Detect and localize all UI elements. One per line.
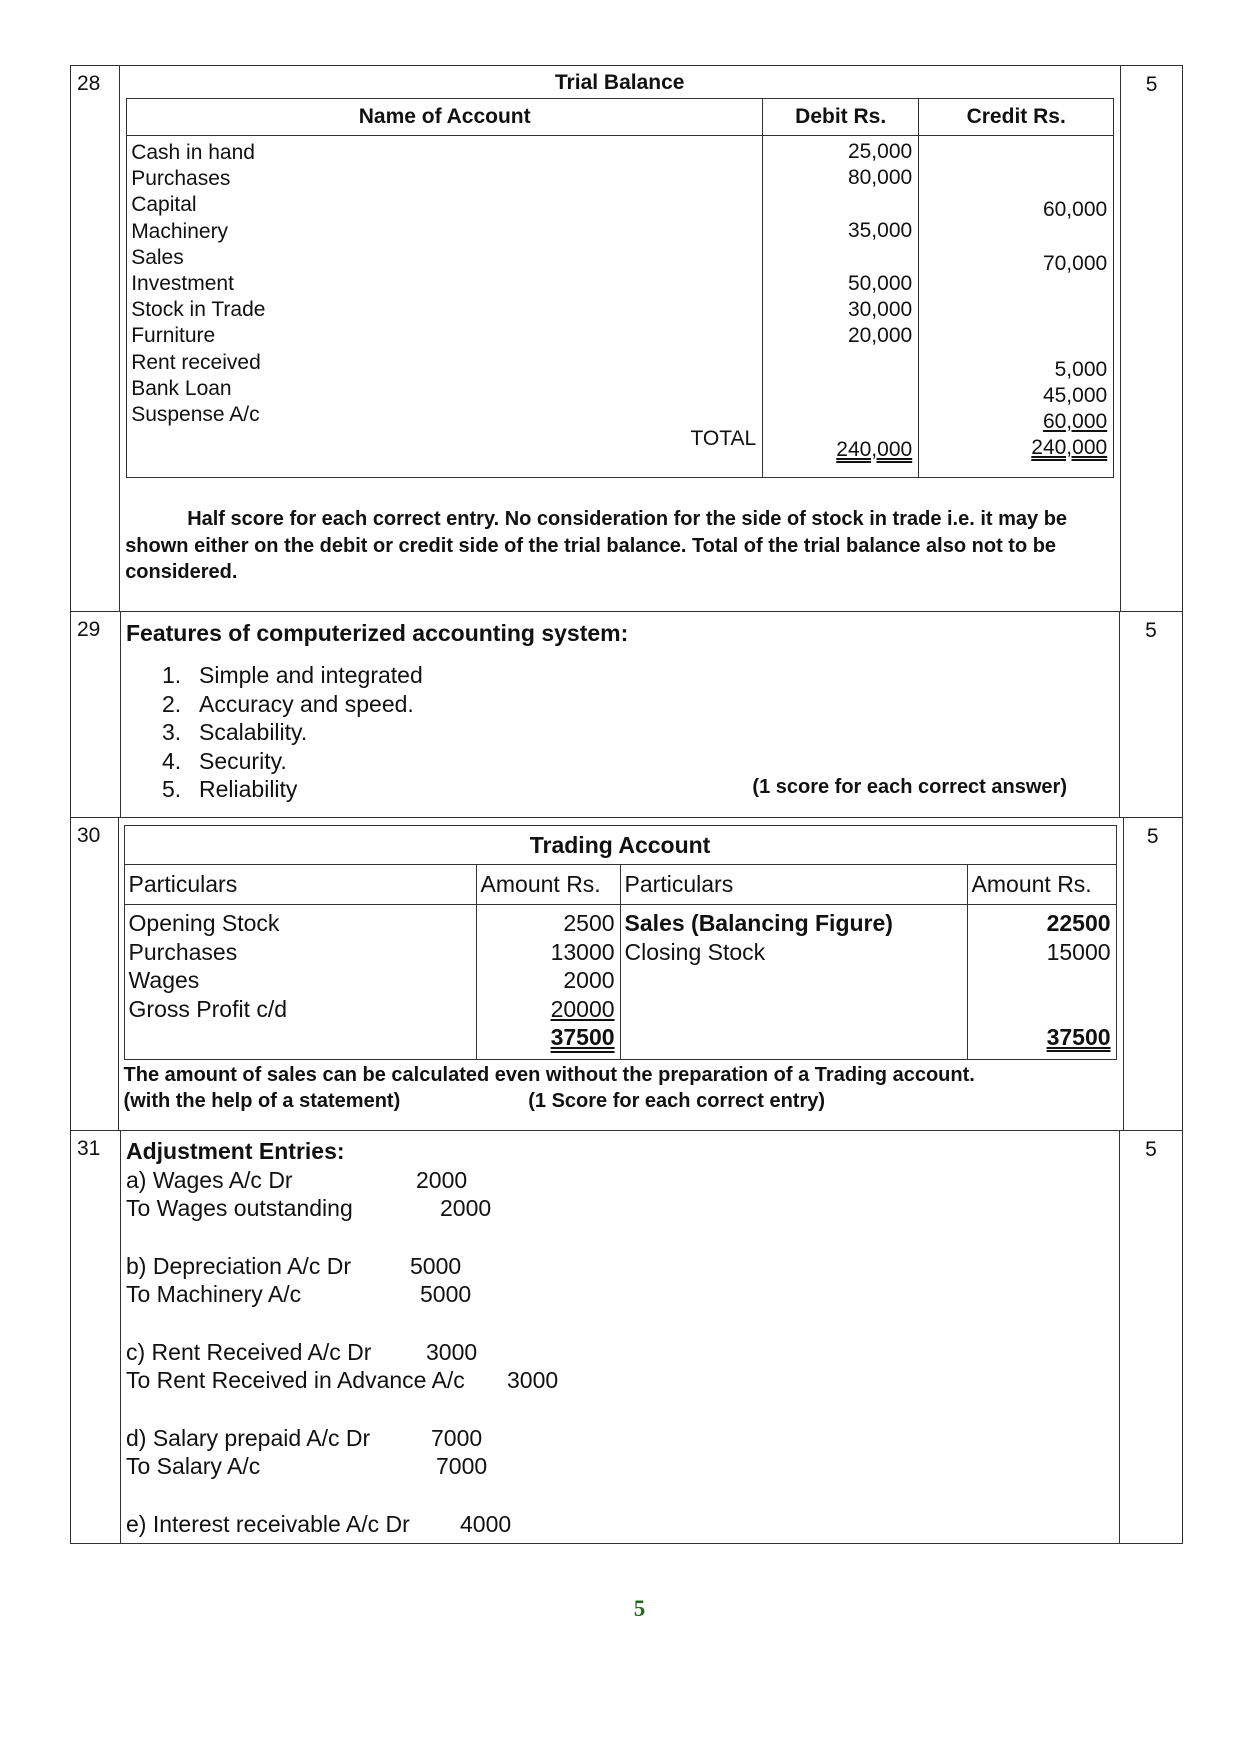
account-name: Bank Loan [131,376,232,400]
total-label: TOTAL [690,427,757,450]
debit-column [763,136,919,477]
header-amount-dr: Amount Rs. [477,865,621,904]
spacer [126,1309,1113,1338]
question-29-row [71,612,1182,818]
trading-account-title: Trading Account [125,826,1116,865]
list-text: Simple and integrated [199,662,423,688]
trial-balance-body [127,136,1113,477]
trial-balance-title: Trial Balance [554,71,685,94]
spacer [126,1395,1113,1424]
debit-amount: 25,000 [847,140,913,163]
question-29-body [121,612,1120,817]
list-number: 2. [162,690,182,717]
question-score: 5 [1145,73,1158,96]
header-name-of-account: Name of Account [127,99,763,135]
debit-total: 240,000 [836,438,913,461]
account-name: Suspense A/c [131,403,260,427]
entry-text: d) Salary prepaid A/c Dr [126,1424,371,1451]
marking-note: (1 score for each correct answer) [752,776,1067,798]
trading-account-header [125,865,1116,905]
account-name: Investment [131,272,234,296]
spacer [126,1223,1113,1252]
entry-text: b) Depreciation A/c Dr [126,1252,351,1279]
debit-amount: 50,000 [847,272,913,295]
entry-amount: 2000 [440,1195,492,1221]
list-number: 3. [162,719,182,745]
debit-amount: 35,000 [847,219,913,242]
list-item [162,661,1113,690]
entry-text: c) Rent Received A/c Dr [126,1338,372,1365]
page-number: 5 [633,1596,646,1621]
debit-amount: 80,000 [847,166,913,189]
header-amount-cr: Amount Rs. [971,871,1092,897]
list-item [162,718,1113,747]
journal-line [126,1366,1113,1395]
particular: Sales (Balancing Figure) [624,910,893,936]
list-item [162,747,1113,776]
entry-amount: 4000 [460,1510,512,1537]
journal-line [126,1166,1113,1195]
particular: Wages [128,967,200,994]
credit-total: 240,000 [1031,436,1108,459]
entry-text: a) Wages A/c Dr [126,1166,293,1193]
question-number: 31 [71,1131,121,1543]
question-31-body [121,1131,1120,1543]
question-score: 5 [1145,619,1157,642]
header-particulars-cr: Particulars [621,865,968,904]
amount: 20000 [550,995,615,1022]
entry-text: To Wages outstanding [126,1195,353,1221]
journal-line [126,1452,1113,1481]
entry-amount: 7000 [431,1424,483,1451]
question-score: 5 [1145,1138,1157,1161]
journal-line [126,1510,1113,1539]
cr-total: 37500 [1046,1024,1111,1050]
entry-amount: 5000 [410,1252,462,1279]
credit-amount: 5,000 [1054,358,1108,381]
account-name: Purchases [131,167,231,191]
question-number: 30 [71,818,119,1130]
list-number: 4. [162,747,182,774]
entry-text: e) Interest receivable A/c Dr [126,1510,410,1537]
particular: Gross Profit c/d [128,995,288,1022]
trading-account-body [125,905,1116,1059]
entry-text: To Rent Received in Advance A/c [126,1367,465,1393]
header-credit: Credit Rs. [966,105,1066,128]
trial-balance-table [126,98,1114,478]
entry-amount: 3000 [426,1338,478,1365]
list-text: Scalability. [199,719,308,745]
question-number: 28 [71,66,120,611]
question-title: Adjustment Entries: [126,1138,345,1164]
account-name: Cash in hand [131,141,255,164]
particular: Purchases [128,938,238,965]
question-title: Features of computerized accounting system: [126,620,629,646]
question-score: 5 [1146,825,1159,848]
journal-line [126,1252,1113,1281]
credit-amount: 70,000 [1042,252,1108,275]
trading-account-table [124,825,1117,1060]
journal-line [126,1194,1113,1223]
account-name: Rent received [131,350,261,374]
marking-note-text: Half score for each correct entry. No consideration for the side of stock in trade i.e. it may be shown either on the debit or credit side of the trial balance. Total of the trial balance also not to be considered. [125,508,1068,583]
credit-amount: 45,000 [1042,384,1108,407]
question-28-row [71,66,1182,612]
question-28-body [120,66,1121,611]
question-grid [70,65,1183,1544]
account-name: Stock in Trade [131,298,266,322]
list-item [162,690,1113,719]
note-text: (with the help of a statement) [123,1090,401,1112]
particular: Closing Stock [624,938,766,965]
marking-note [125,478,1114,610]
question-30-row [71,818,1182,1131]
entry-amount: 5000 [420,1281,472,1307]
amount: 15000 [1046,938,1111,965]
entry-amount: 2000 [416,1166,468,1193]
header-particulars-dr: Particulars [125,865,477,904]
credit-amount: 60,000 [1042,198,1108,221]
note-text: (1 Score for each correct entry) [528,1090,826,1112]
cr-amount-column [968,905,1116,1059]
journal-line [126,1424,1113,1453]
spacer [126,1481,1113,1510]
dr-amount-column [477,905,621,1059]
account-name: Furniture [131,324,216,348]
journal-line [126,1280,1113,1309]
amount: 2500 [563,910,615,936]
account-name: Machinery [131,219,229,243]
entry-amount: 7000 [436,1453,488,1479]
dr-particulars-column [125,905,477,1059]
note-line: The amount of sales can be calculated even without the preparation of a Trading account. [123,1064,975,1086]
particular: Opening Stock [128,910,280,936]
header-debit: Debit Rs. [763,99,919,135]
amount: 22500 [1046,910,1111,936]
account-name: Sales [131,245,184,269]
list-number: 5. [162,776,182,802]
debit-amount: 30,000 [847,298,913,321]
list-text: Accuracy and speed. [199,690,414,717]
dr-total: 37500 [550,1024,615,1051]
list-text: Reliability [199,776,298,802]
question-number: 29 [71,612,121,817]
list-text: Security. [199,747,287,774]
account-names-column [127,136,763,477]
entry-amount: 3000 [507,1367,559,1393]
question-30-body [119,818,1124,1130]
journal-line [126,1338,1113,1367]
question-31-row [71,1131,1182,1543]
account-name: Capital [131,193,197,217]
list-number: 1. [162,662,182,688]
note-line [124,1088,1117,1114]
amount: 2000 [563,967,615,994]
credit-column [919,136,1113,477]
marking-note [124,1060,1117,1130]
credit-amount: 60,000 [1042,410,1108,433]
debit-amount: 20,000 [847,324,913,347]
cr-particulars-column [621,905,968,1059]
amount: 13000 [550,938,615,965]
entry-text: To Salary A/c [126,1453,261,1479]
entry-text: To Machinery A/c [126,1281,302,1307]
trial-balance-header [127,99,1113,136]
